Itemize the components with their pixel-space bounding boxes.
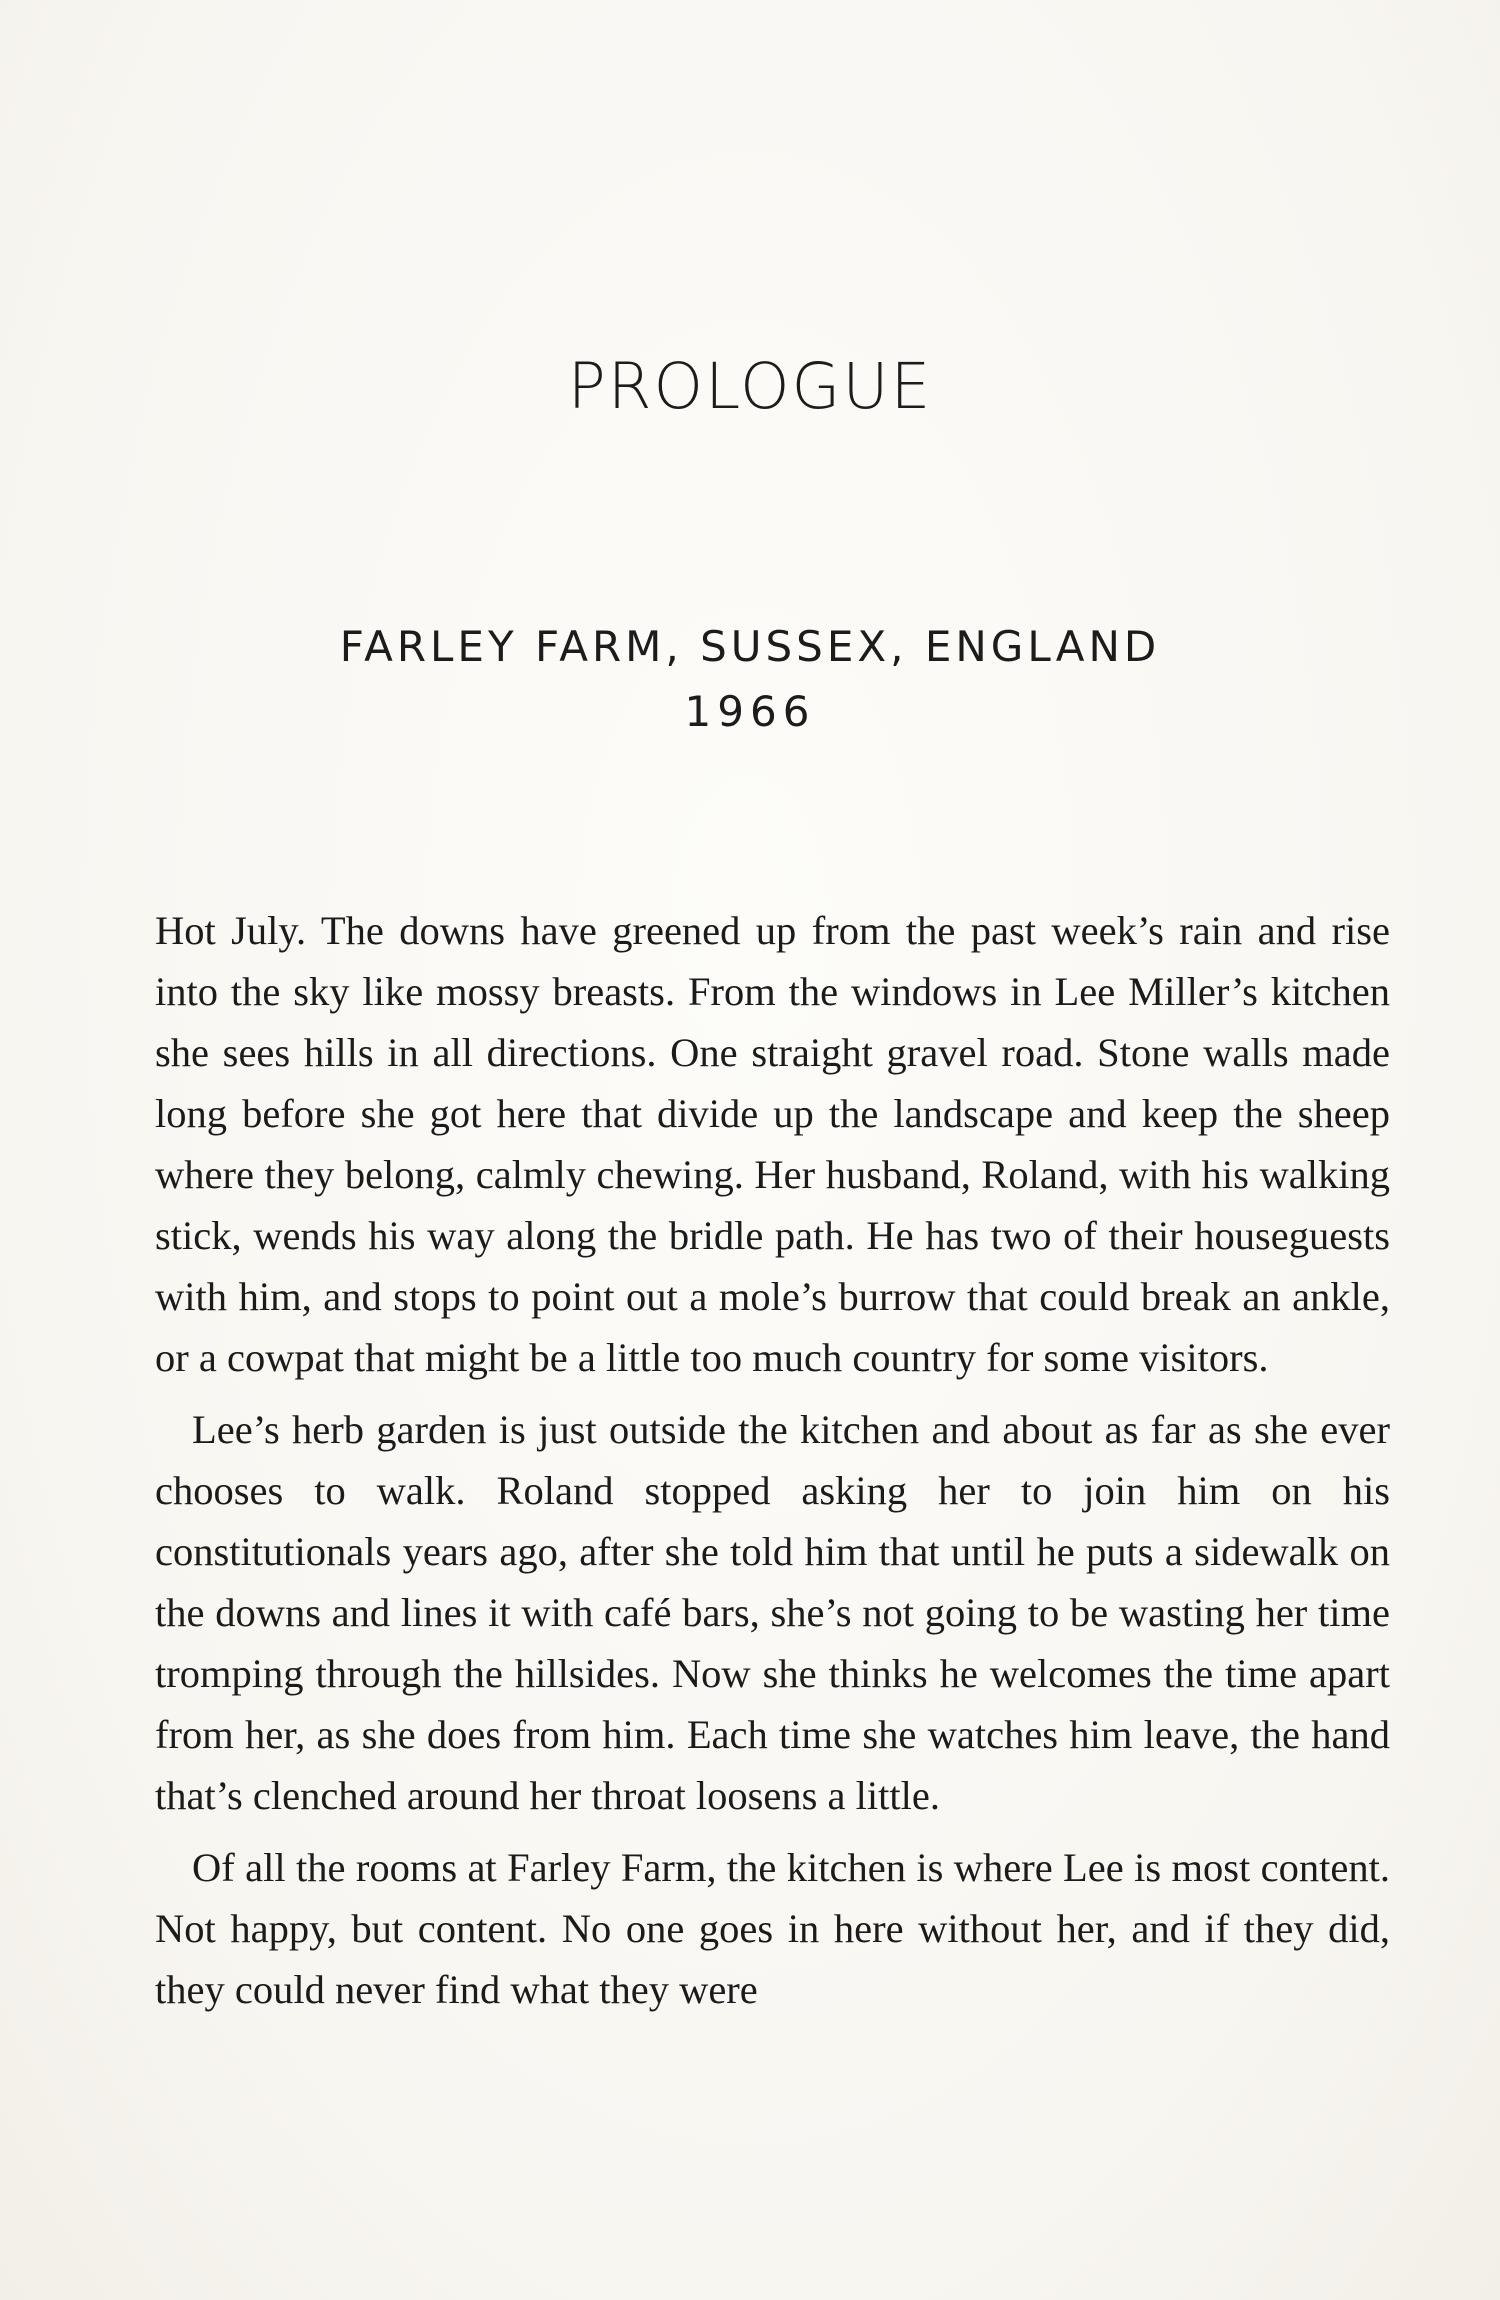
paragraph-2: Lee’s herb garden is just outside the kitchen and about as far as she ever chooses to walk. Roland stopped asking her to join him on his constitutionals years ago, after she told him that until he puts a sidewalk on the downs and lines it with café bars, she’s not going to be wasting her time tromping through the hillsides. Now she thinks he welcomes the time apart from her, as she does from him. Each time she watches him leave, the hand that’s clenched around her throat loosens a little.: [155, 1407, 1390, 1818]
chapter-year: 1966: [684, 687, 816, 736]
chapter-title: PROLOGUE: [567, 350, 933, 423]
paragraph-1: Hot July. The downs have greened up from the past week’s rain and rise into the sky like mossy breasts. From the windows in Lee Miller’s kitchen she sees hills in all directions. One straight gravel road. Stone walls made long before she got here that divide up the landscape and keep the sheep where they belong, calmly chewing. Her husband, Roland, with his walking stick, wends his way along the bridle path. He has two of their houseguests with him, and stops to point out a mole’s burrow that could break an ankle, or a cowpat that might be a little too much country for some visitors.: [155, 908, 1390, 1380]
chapter-location: FARLEY FARM, SUSSEX, ENGLAND: [339, 622, 1161, 671]
paragraph-3: Of all the rooms at Farley Farm, the kitchen is where Lee is most content. Not happy, but content. No one goes in here without her, and if they did, they could never find what they were: [155, 1845, 1390, 2012]
body-text: [155, 900, 1390, 2031]
